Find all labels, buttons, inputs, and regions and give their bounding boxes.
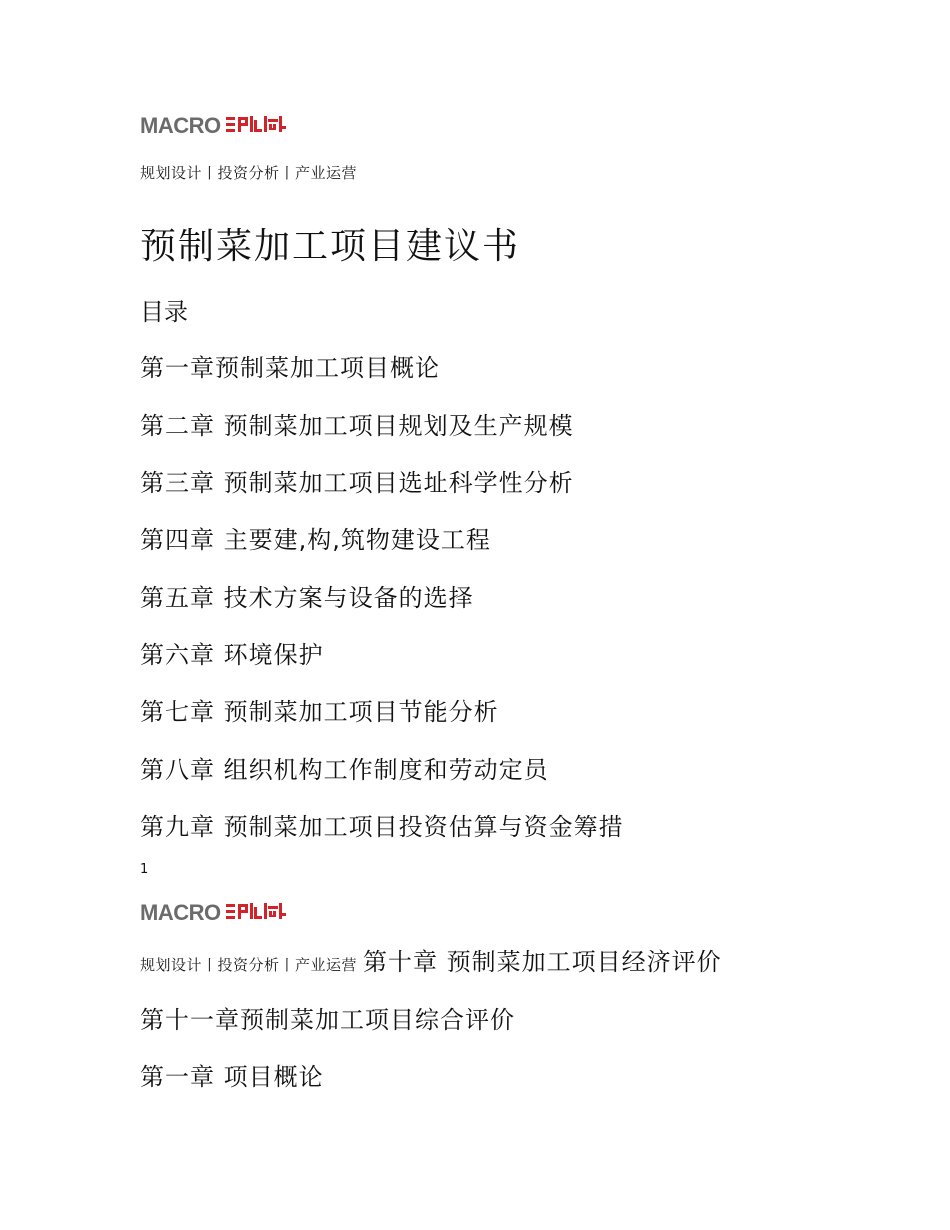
tagline-with-chapter xyxy=(140,942,722,977)
svg-text:MACRO: MACRO xyxy=(140,113,221,138)
chapter-heading: 第一章 项目概论 xyxy=(140,1063,324,1091)
svg-text:MACRO: MACRO xyxy=(140,900,221,925)
toc-entry: 第七章 预制菜加工项目节能分析 xyxy=(140,698,499,726)
toc-entry: 第十章 预制菜加工项目经济评价 xyxy=(363,948,722,976)
toc-entry: 第一章预制菜加工项目概论 xyxy=(140,354,440,382)
company-logo xyxy=(140,112,296,138)
toc-entry: 第十一章预制菜加工项目综合评价 xyxy=(140,1006,515,1034)
company-logo xyxy=(140,899,296,925)
toc-entry: 第九章 预制菜加工项目投资估算与资金筹措 xyxy=(140,813,624,841)
toc-entry: 第六章 环境保护 xyxy=(140,641,324,669)
toc-heading: 目录 xyxy=(140,298,188,326)
macro-logo-icon xyxy=(140,112,296,138)
toc-entry: 第八章 组织机构工作制度和劳动定员 xyxy=(140,756,549,784)
toc-entry: 第三章 预制菜加工项目选址科学性分析 xyxy=(140,469,574,497)
toc-entry: 第四章 主要建,构,筑物建设工程 xyxy=(140,526,491,554)
page-number: 1 xyxy=(140,862,149,877)
macro-logo-icon xyxy=(140,899,296,925)
toc-entry: 第二章 预制菜加工项目规划及生产规模 xyxy=(140,412,574,440)
company-tagline: 规划设计丨投资分析丨产业运营 xyxy=(140,956,358,974)
company-tagline: 规划设计丨投资分析丨产业运营 xyxy=(140,164,358,182)
toc-entry: 第五章 技术方案与设备的选择 xyxy=(140,584,474,612)
document-title: 预制菜加工项目建议书 xyxy=(140,226,521,267)
